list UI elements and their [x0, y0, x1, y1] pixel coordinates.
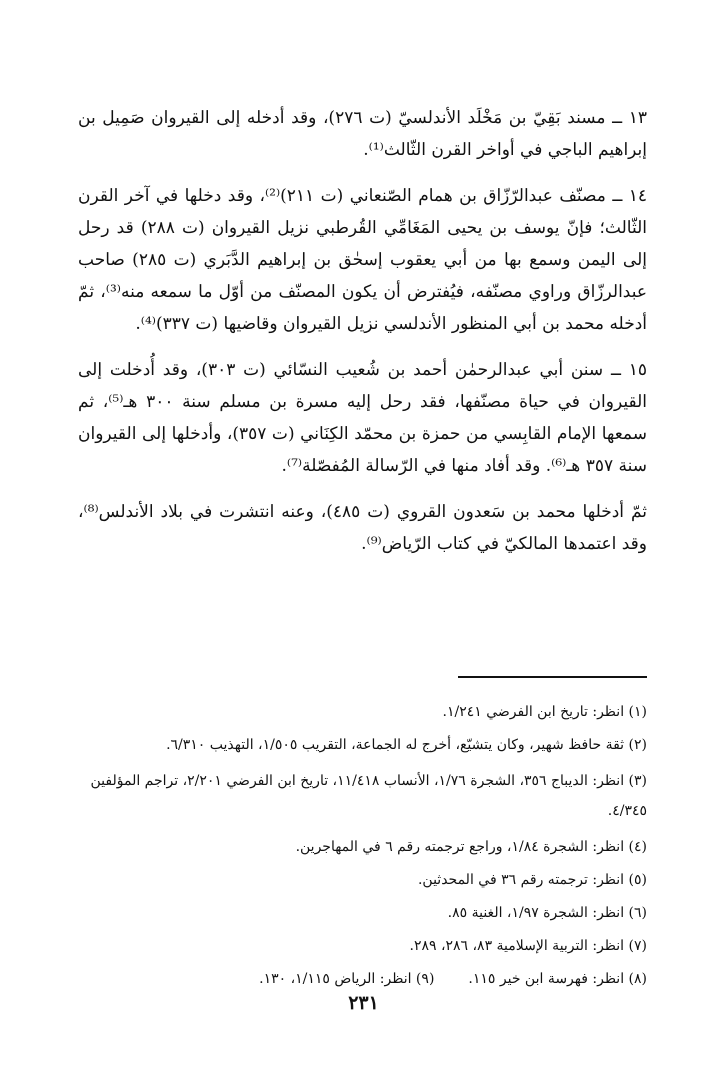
footnote-9: (٩) انظر: الرياض ١/١١٥، ١٣٠.	[259, 971, 435, 987]
main-text	[78, 102, 647, 574]
footnote-4: (٤) انظر: الشجرة ١/٨٤، وراجع ترجمته رقم ٦ في المهاجرين.	[295, 839, 647, 855]
footnote-3: (٣) انظر: الديباج ٣٥٦، الشجرة ١/٧٦، الأنساب ١١/٤١٨، تاريخ ابن الفرضي ٢/٢٠١، تراجم المؤلفين ٤/٣٤٥.	[90, 773, 647, 819]
footnote-8: (٨) انظر: فهرسة ابن خير ١١٥.	[468, 971, 647, 987]
footnote-row-8-9	[78, 967, 647, 991]
paragraph-item-15	[78, 354, 647, 482]
footnotes	[78, 700, 647, 1000]
paragraph-item-13	[78, 102, 647, 166]
footnote-7: (٧) انظر: التربية الإسلامية ٨٣، ٢٨٦، ٢٨٩.	[409, 938, 647, 954]
paragraph-continuation	[78, 496, 647, 560]
footnote-2: (٢) ثقة حافظ شهير، وكان يتشيّع، أخرج له الجماعة، التقريب ١/٥٠٥، التهذيب ٦/٣١٠.	[166, 737, 647, 753]
footnote-5: (٥) انظر: ترجمته رقم ٣٦ في المحدثين.	[417, 872, 647, 888]
footnote-6: (٦) انظر: الشجرة ١/٩٧، الغنية ٨٥.	[447, 905, 647, 921]
paragraph-item-14	[78, 180, 647, 340]
paragraph-text: ١٤ ــ مصنّف عبدالرّزّاق بن همام الصّنعاني (ت ٢١١)⁽²⁾، وقد دخلها في آخر القرن الثّالث؛ فإنّ يوسف بن يحيى المَغَامِّي القُرطبي نزيل القيروان (ت ٢٨٨) قد رحل إلى اليمن وسمع بها من أبي يعقوب إسحٰق بن إبراهيم الدَّبَري (ت ٢٨٥) صاحب عبدالرزّاق وراوي مصنّفه، فيُفترض أن يكون المصنّف من أوّل ما سمعه منه⁽³⁾، ثمّ أدخله محمد بن أبي المنظور الأندلسي نزيل القيروان وقاضيها (ت ٣٣٧)⁽⁴⁾.	[78, 186, 648, 334]
footnote-1: (١) انظر: تاريخ ابن الفرضي ١/٢٤١.	[442, 704, 647, 720]
paragraph-text: ثمّ أدخلها محمد بن سَعدون القروي (ت ٤٨٥)، وعنه انتشرت في بلاد الأندلس⁽⁸⁾، وقد اعتمدها المالكيّ في كتاب الرّياض⁽⁹⁾.	[78, 502, 647, 554]
paragraph-text: ١٣ ــ مسند بَقِيّ بن مَخْلَد الأندلسيّ (ت ٢٧٦)، وقد أدخله إلى القيروان صَمِيل بن إبراهيم الباجي في أواخر القرن الثّالث⁽¹⁾.	[78, 108, 647, 160]
page-number: ٢٣١	[348, 992, 379, 1014]
paragraph-text: ١٥ ــ سنن أبي عبدالرحمٰن أحمد بن شُعيب النسّائي (ت ٣٠٣)، وقد أُدخلت إلى القيروان في حياة مصنّفها، فقد رحل إليه مسرة بن مسلم سنة ٣٠٠ هـ⁽⁵⁾، ثم سمعها الإمام القابِسي من حمزة بن محمّد الكِنَاني (ت ٣٥٧)، وأدخلها إلى القيروان سنة ٣٥٧ هـ⁽⁶⁾. وقد أفاد منها في الرّسالة المُفصّلة⁽⁷⁾.	[78, 360, 647, 476]
footnote-separator	[458, 676, 647, 678]
